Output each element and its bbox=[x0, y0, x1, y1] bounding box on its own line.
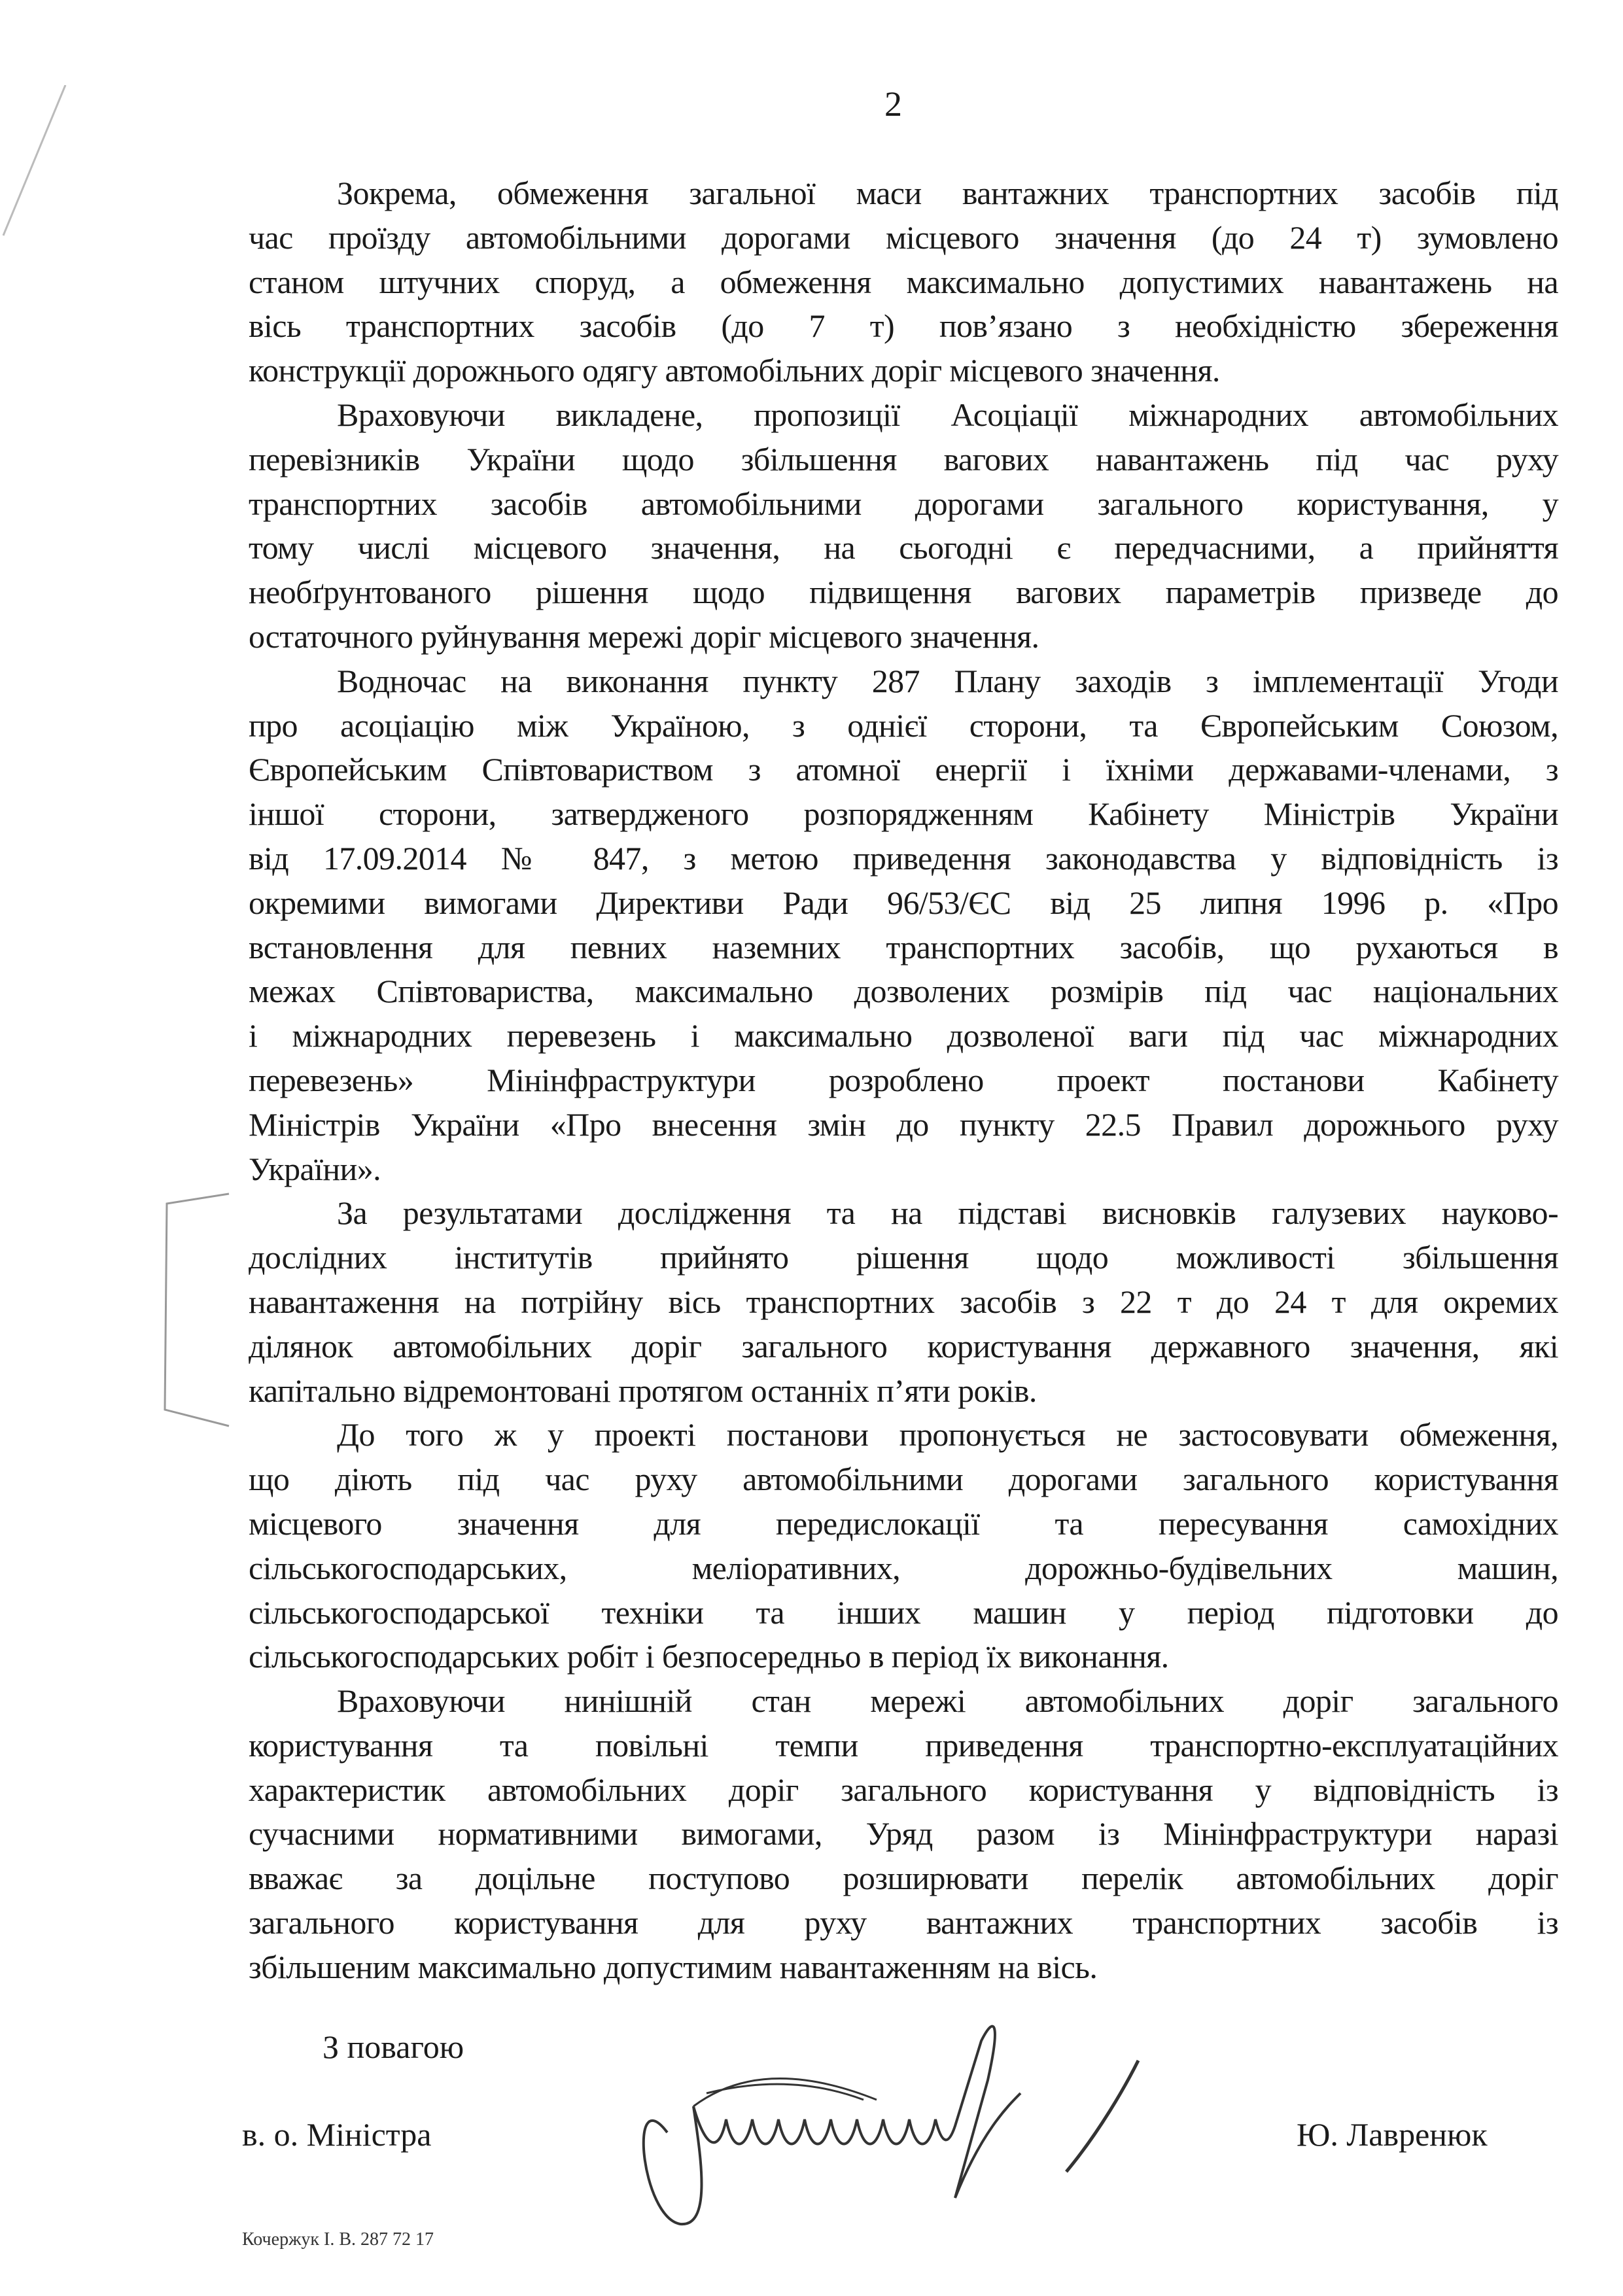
paragraph-line: перевезень» Мінінфраструктури розроблено проект постанови Кабінету bbox=[249, 1061, 1558, 1098]
margin-bracket-mark bbox=[157, 1187, 249, 1436]
paragraph-line: місцевого значення для передислокації та пересування самохідних bbox=[249, 1505, 1558, 1542]
paragraph-line: сільськогосподарської техніки та інших машин у період підготовки до bbox=[249, 1593, 1558, 1631]
paragraph-line: Міністрів України «Про внесення змін до пункту 22.5 Правил дорожнього руху bbox=[249, 1105, 1558, 1143]
paragraph-line: остаточного руйнування мережі доріг місцевого значення. bbox=[249, 617, 1039, 655]
paragraph-line: вважає за доцільне поступово розширювати перелік автомобільних доріг bbox=[249, 1860, 1558, 1897]
paragraph-line: перевізників України щодо збільшення вагових навантажень під час руху bbox=[249, 440, 1558, 478]
paragraph-line: дослідних інститутів прийнято рішення щодо можливості збільшення bbox=[249, 1239, 1558, 1276]
signer-name: Ю. Лавренюк bbox=[1297, 2116, 1488, 2153]
paragraph-line: окремими вимогами Директиви Ради 96/53/ЄС від 25 липня 1996 р. «Про bbox=[249, 884, 1558, 921]
paragraph-line: До того ж у проекті постанови пропонується не застосовувати обмеження, bbox=[337, 1416, 1558, 1453]
paragraph-line: загального користування для руху вантажних транспортних засобів із bbox=[249, 1904, 1558, 1941]
paragraph-line: сучасними нормативними вимогами, Уряд разом із Мінінфраструктури наразі bbox=[249, 1815, 1558, 1852]
paragraph-line: За результатами дослідження та на підставі висновків галузевих науково- bbox=[337, 1194, 1558, 1232]
paragraph-line: тому числі місцевого значення, на сьогодні є передчасними, а прийняття bbox=[249, 529, 1558, 566]
paragraph-line: що діють під час руху автомобільними дорогами загального користування bbox=[249, 1461, 1558, 1498]
paragraph-line: конструкції дорожнього одягу автомобільних доріг місцевого значення. bbox=[249, 352, 1220, 389]
paragraph-line: станом штучних споруд, а обмеження максимально допустимих навантажень на bbox=[249, 263, 1558, 300]
paragraph-line: України». bbox=[249, 1150, 381, 1187]
paragraph-line: Європейським Співтовариством з атомної енергії і їхніми державами-членами, з bbox=[249, 751, 1558, 788]
paragraph-line: сільськогосподарських робіт і безпосередньо в період їх виконання. bbox=[249, 1638, 1169, 1675]
paragraph-line: ділянок автомобільних доріг загального користування державного значення, які bbox=[249, 1327, 1558, 1365]
paragraph-line: іншої сторони, затвердженого розпорядженням Кабінету Міністрів України bbox=[249, 795, 1558, 833]
paragraph-line: Враховуючи викладене, пропозиції Асоціації міжнародних автомобільних bbox=[337, 396, 1558, 433]
paragraph-line: і міжнародних перевезень і максимально дозволеної ваги під час міжнародних bbox=[249, 1017, 1558, 1054]
paragraph-line: транспортних засобів автомобільними дорогами загального користування, у bbox=[249, 485, 1558, 522]
paragraph-line: капітально відремонтовані протягом останніх п’яти років. bbox=[249, 1372, 1037, 1409]
paragraph-line: Водночас на виконання пункту 287 Плану заходів з імплементації Угоди bbox=[337, 662, 1558, 699]
paragraph-line: від 17.09.2014 № 847, з метою приведення законодавства у відповідність із bbox=[249, 839, 1558, 877]
page-number: 2 bbox=[884, 84, 902, 124]
paragraph-line: навантаження на потрійну вісь транспортних засобів з 22 т до 24 т для окремих bbox=[249, 1283, 1558, 1320]
signature bbox=[615, 2002, 1269, 2237]
signer-title: в. о. Міністра bbox=[242, 2116, 432, 2153]
paragraph-line: необґрунтованого рішення щодо підвищення вагових параметрів призведе до bbox=[249, 574, 1558, 611]
paragraph-line: вісь транспортних засобів (до 7 т) пов’язано з необхідністю збереження bbox=[249, 307, 1558, 345]
paragraph-line: межах Співтовариства, максимально дозволених розмірів під час національних bbox=[249, 973, 1558, 1010]
paragraph-line: Враховуючи нинішній стан мережі автомобільних доріг загального bbox=[337, 1682, 1558, 1720]
closing: З повагою bbox=[323, 2028, 464, 2065]
paragraph-line: встановлення для певних наземних транспортних засобів, що рухаються в bbox=[249, 928, 1558, 965]
paragraph-line: користування та повільні темпи приведення транспортно-експлуатаційних bbox=[249, 1726, 1558, 1764]
paragraph-line: про асоціацію між Україною, з однієї сторони, та Європейським Союзом, bbox=[249, 706, 1558, 744]
letter-body bbox=[249, 171, 1558, 1990]
paragraph-line: збільшеним максимально допустимим навантаженням на вісь. bbox=[249, 1948, 1098, 1985]
paragraph-line: час проїзду автомобільними дорогами місцевого значення (до 24 т) зумовлено bbox=[249, 218, 1558, 256]
paragraph-line: сільськогосподарських, меліоративних, дорожньо-будівельних машин, bbox=[249, 1549, 1558, 1586]
executor-contact: Кочержук І. В. 287 72 17 bbox=[242, 2229, 434, 2250]
paragraph-line: Зокрема, обмеження загальної маси вантажних транспортних засобів під bbox=[337, 175, 1558, 211]
page-corner-mark bbox=[0, 85, 79, 242]
paragraph-line: характеристик автомобільних доріг загального користування у відповідність із bbox=[249, 1771, 1558, 1808]
